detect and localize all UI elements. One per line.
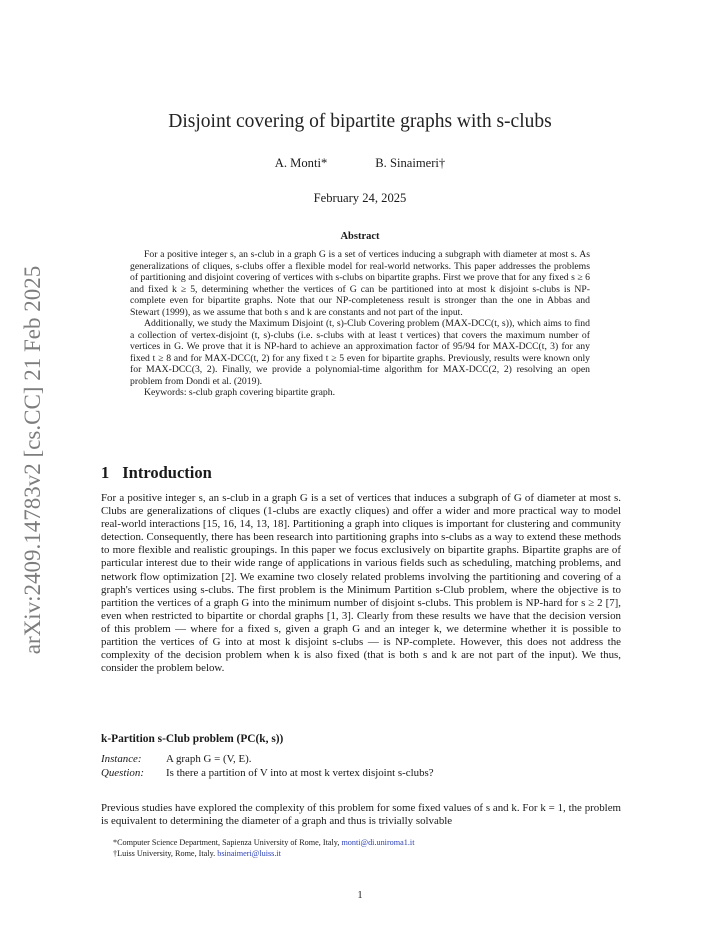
problem-instance-row xyxy=(101,753,252,765)
author-list xyxy=(0,156,720,171)
arxiv-sidebar xyxy=(18,250,48,670)
body-paragraph: Previous studies have explored the complexity of this problem for some fixed values of s and k. For k = 1, the problem is equivalent to determining the diameter of a graph and thus is trivially solvable xyxy=(101,802,621,828)
footnote-text: *Computer Science Department, Sapienza University of Rome, Italy, xyxy=(113,838,342,847)
footnote-1 xyxy=(113,837,623,848)
page-number: 1 xyxy=(357,890,363,901)
abstract-heading: Abstract xyxy=(340,231,380,242)
author-2: B. Sinaimeri† xyxy=(375,156,446,170)
introduction-text xyxy=(101,492,621,675)
question-label: Question: xyxy=(101,767,144,779)
question-text: Is there a partition of V into at most k vertex disjoint s-clubs? xyxy=(166,767,434,779)
arxiv-identifier: arXiv:2409.14783v2 [cs.CC] 21 Feb 2025 xyxy=(20,265,46,655)
paper-date: February 24, 2025 xyxy=(313,191,407,205)
footnote-2 xyxy=(113,848,623,859)
paper-title: Disjoint covering of bipartite graphs with s-clubs xyxy=(168,111,552,132)
problem-title: k-Partition s-Club problem (PC(k, s)) xyxy=(101,733,284,745)
abstract-body xyxy=(130,249,590,399)
body-paragraph: For a positive integer s, an s-club in a graph G is a set of vertices that induces a subgraph of G of diameter at most s. Clubs are generalizations of cliques (1-clubs are exactly cliques) and offer a wider and more practical way to model real-world interactions [15, 16, 14, 13, 18]. Partitioning a graph into cliques is important for clustering and community detection. Consequently, there has been research into partitioning graphs into s-clubs as a way to extend these methods to more flexible and realistic groupings. In this paper we focus exclusively on bipartite graphs. Bipartite graphs are of particular interest due to their wide range of applications in various fields such as scheduling, matching problems, and network flow optimization [2]. We examine two closely related problems involving the partitioning and covering of a graph's vertices using s-clubs. The first problem is the Minimum Partition s-Club problem, where the objective is to partition the vertices of a graph G into the minimum number of disjoint s-clubs. This problem is NP-hard for s ≥ 2 [7], even when restricted to bipartite or chordal graphs [1, 3]. Clearly from these results we have that the decision version of this problem — where for a fixed s, given a graph G and an integer k, we determine whether it is possible to partition the vertices of G into at most k disjoint s-clubs — is NP-complete. However, this does not address the complexity of the decision problem when k is also fixed (that is both s and k are not part of the input). We thus, consider the problem below. xyxy=(101,492,621,675)
email-link[interactable]: bsinaimeri@luiss.it xyxy=(217,849,281,858)
email-link[interactable]: monti@di.uniroma1.it xyxy=(341,838,415,847)
instance-label: Instance: xyxy=(101,753,142,765)
author-1: A. Monti* xyxy=(274,156,328,170)
section-number: 1 xyxy=(101,463,110,482)
abstract-keywords: Keywords: s-club graph covering bipartite graph. xyxy=(144,387,336,398)
problem-question-row xyxy=(101,767,434,779)
instance-text: A graph G = (V, E). xyxy=(166,753,252,765)
abstract-paragraph: For a positive integer s, an s-club in a graph G is a set of vertices inducing a subgraph with diameter at most s. As generalizations of cliques, s-clubs offer a flexible model for real-world networks. This paper addresses the problems of partitioning and disjoint covering of vertices with s-clubs on bipartite graphs. First we prove that for any fixed s ≥ 6 and fixed k ≥ 5, determining whether the vertices of G can be partitioned into at most k disjoint s-clubs is NP-complete even for bipartite graphs. Note that our NP-completeness result is stronger than the one in Abbas and Stewart (1999), as we assume that both s and k are constants and not part of the input. xyxy=(130,249,590,318)
footnotes xyxy=(113,837,623,859)
abstract-paragraph: Additionally, we study the Maximum Disjoint (t, s)-Club Covering problem (MAX-DCC(t, s)), which aims to find a collection of vertex-disjoint (t, s)-clubs (i.e. s-clubs with at least t vertices) that covers the maximum number of vertices in G. We prove that it is NP-hard to achieve an approximation factor of 95/94 for MAX-DCC(t, 3) for any fixed t ≥ 8 and for MAX-DCC(t, 2) for any fixed t ≥ 5 even for bipartite graphs. Previously, results were known only for MAX-DCC(3, 2). Finally, we provide a polynomial-time algorithm for MAX-DCC(2, 2) resolving an open problem from Dondi et al. (2019). xyxy=(130,318,590,387)
footnote-text: †Luiss University, Rome, Italy. xyxy=(113,849,218,858)
section-title: Introduction xyxy=(122,463,212,482)
section-heading xyxy=(101,463,212,483)
continuation-text xyxy=(101,802,621,828)
